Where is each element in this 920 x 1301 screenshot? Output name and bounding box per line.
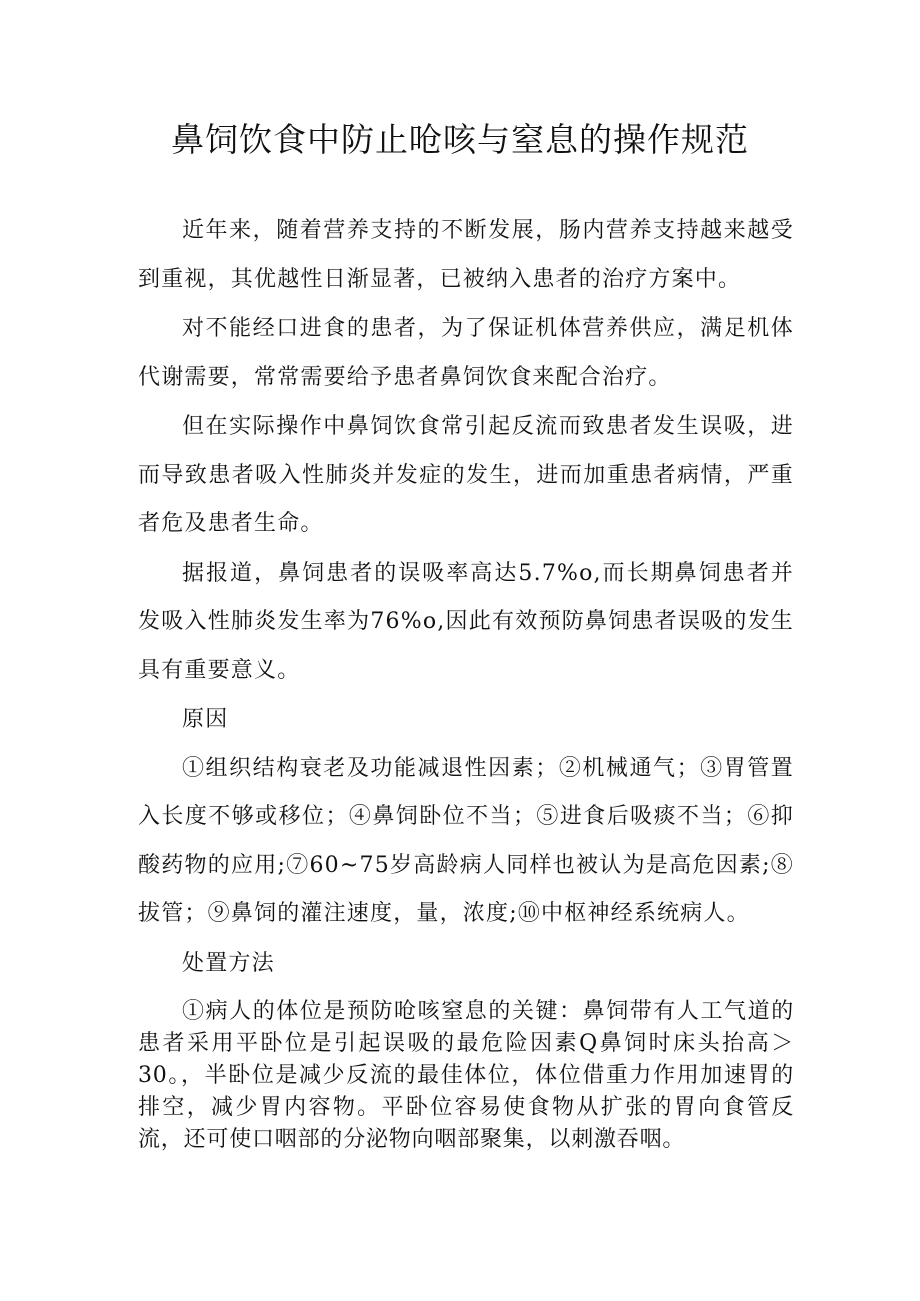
document-title: 鼻饲饮食中防止呛咳与窒息的操作规范 [171, 120, 749, 159]
section-heading-causes: 原因 [182, 707, 229, 732]
document-body [138, 207, 794, 1157]
paragraph-aspiration-risk: 但在实际操作中鼻饲饮食常引起反流而致患者发生误吸，进而导致患者吸入性肺炎并发症的发生，进而加重患者病情，严重者危及患者生命。 [138, 414, 794, 536]
paragraph-feeding-need: 对不能经口进食的患者，为了保证机体营养供应，满足机体代谢需要，常常需要给予患者鼻饲饮食来配合治疗。 [138, 316, 794, 390]
paragraph-statistics: 据报道，鼻饲患者的误吸率高达5.7%o,而长期鼻饲患者并发吸入性肺炎发生率为76%o,因此有效预防鼻饲患者误吸的发生具有重要意义。 [138, 560, 794, 683]
paragraph-causes: ①组织结构衰老及功能减退性因素；②机械通气；③胃管置入长度不够或移位；④鼻饲卧位不当；⑤进食后吸痰不当；⑥抑酸药物的应用;⑦60~75岁高龄病人同样也被认为是高危因素;⑧拔管；⑨鼻饲的灌注速度，量，浓度;⑩中枢神经系统病人。 [138, 755, 794, 926]
section-heading-methods: 处置方法 [182, 950, 275, 976]
paragraph-methods: ①病人的体位是预防呛咳窒息的关键：鼻饲带有人工气道的患者采用平卧位是引起误吸的最危险因素Q鼻饲时床头抬高＞30。，半卧位是减少反流的最佳体位，体位借重力作用加速胃的排空，减少胃内容物。平卧位容易使食物从扩张的胃向食管反流，还可使口咽部的分泌物向咽部聚集，以刺激吞咽。 [138, 999, 794, 1152]
paragraph-intro: 近年来，随着营养支持的不断发展，肠内营养支持越来越受到重视，其优越性日渐显著，已被纳入患者的治疗方案中。 [138, 218, 794, 292]
